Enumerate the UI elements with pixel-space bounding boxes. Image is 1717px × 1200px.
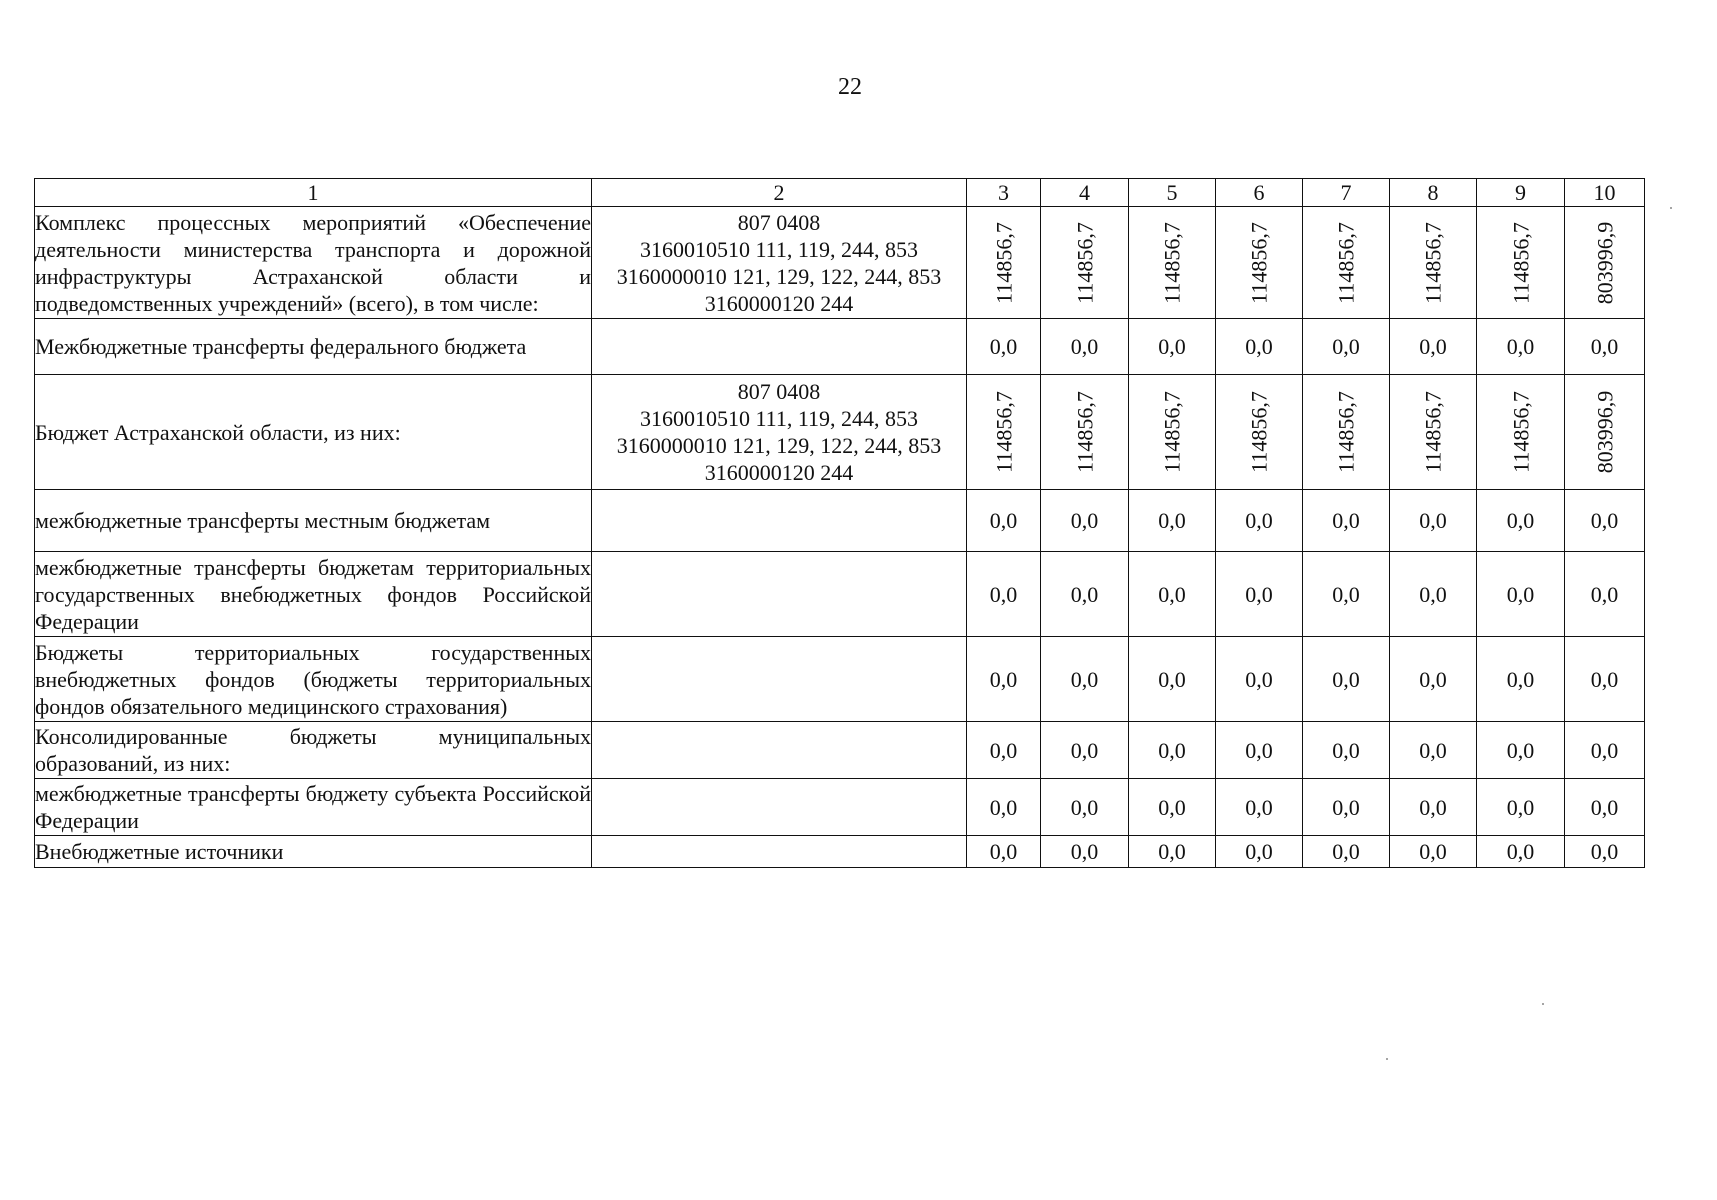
value-text: 114856,7 [1246,221,1272,304]
header-cell: 10 [1565,179,1645,207]
header-cell: 6 [1216,179,1303,207]
value-cell [1041,375,1129,490]
value-cell: 0,0 [1565,637,1645,722]
row-name-cell: Внебюджетные источники [35,836,592,868]
value-cell: 0,0 [1303,722,1390,779]
value-cell [1565,207,1645,319]
row-name-cell: Консолидированные бюджеты муниципальных образований, из них: [35,722,592,779]
value-cell: 0,0 [1477,722,1565,779]
table-row [35,552,1645,637]
value-text: 114856,7 [1159,221,1185,304]
value-cell: 0,0 [1041,637,1129,722]
value-cell: 0,0 [1565,836,1645,868]
value-cell: 0,0 [1041,779,1129,836]
row-code-cell [592,490,967,552]
value-cell [1041,207,1129,319]
value-cell: 0,0 [1390,836,1477,868]
value-cell: 0,0 [967,637,1041,722]
value-cell: 0,0 [1390,637,1477,722]
value-cell [1216,375,1303,490]
value-text: 114856,7 [1420,391,1446,473]
row-name-cell: Комплекс процессных мероприятий «Обеспечение деятельности министерства транспорта и дорожной инфраструктуры Астраханской области и подведомственных учреждений» (всего), в том числе: [35,207,592,319]
value-cell: 0,0 [1390,722,1477,779]
value-cell: 0,0 [967,490,1041,552]
value-cell: 0,0 [1303,779,1390,836]
value-cell: 0,0 [967,722,1041,779]
value-cell [1129,375,1216,490]
value-cell: 0,0 [1216,779,1303,836]
value-cell [1477,375,1565,490]
value-cell: 0,0 [1216,836,1303,868]
value-cell: 0,0 [1390,490,1477,552]
table-row [35,319,1645,375]
value-cell: 0,0 [1303,552,1390,637]
value-cell: 0,0 [1303,637,1390,722]
row-code-cell [592,375,967,490]
row-name-cell: межбюджетные трансферты местным бюджетам [35,490,592,552]
value-cell: 0,0 [1390,779,1477,836]
value-text: 114856,7 [1508,391,1533,473]
value-cell: 0,0 [1390,552,1477,637]
row-code-cell [592,779,967,836]
value-text: 114856,7 [1159,391,1185,473]
value-cell: 0,0 [1216,637,1303,722]
value-cell: 0,0 [1041,490,1129,552]
row-code-cell [592,637,967,722]
value-cell: 0,0 [1129,637,1216,722]
code-line: 3160000120 244 [704,460,854,485]
row-code-cell [592,836,967,868]
header-cell: 7 [1303,179,1390,207]
table-row [35,779,1645,836]
value-cell: 0,0 [967,552,1041,637]
value-cell: 0,0 [1216,552,1303,637]
value-text: 803996,9 [1592,221,1617,304]
row-code-cell [592,319,967,375]
value-cell: 0,0 [1129,722,1216,779]
value-cell: 0,0 [1129,836,1216,868]
code-line: 3160000010 121, 129, 122, 244, 853 [616,263,942,289]
value-cell: 0,0 [1129,319,1216,375]
value-text: 114856,7 [1333,391,1359,473]
value-cell [1390,375,1477,490]
value-cell: 0,0 [967,836,1041,868]
value-cell [1303,375,1390,490]
code-line: 3160010510 111, 119, 244, 853 [639,236,919,262]
value-cell: 0,0 [1303,319,1390,375]
header-cell: 3 [967,179,1041,207]
value-cell: 0,0 [1216,319,1303,375]
row-name-cell: Бюджеты территориальных государственных внебюджетных фондов (бюджеты территориальных фондов обязательного медицинского страхования) [35,637,592,722]
header-cell: 9 [1477,179,1565,207]
value-text: 114856,7 [1072,391,1097,473]
value-cell: 0,0 [1129,490,1216,552]
value-cell: 0,0 [1477,836,1565,868]
value-text: 114856,7 [991,391,1016,473]
value-cell [967,375,1041,490]
page-number: 22 [838,74,862,100]
row-name-cell: Бюджет Астраханской области, из них: [35,375,592,490]
value-cell [967,207,1041,319]
value-text: 114856,7 [1508,221,1533,304]
value-cell: 0,0 [1565,722,1645,779]
value-cell: 0,0 [1390,319,1477,375]
row-name-cell: межбюджетные трансферты бюджету субъекта Российской Федерации [35,779,592,836]
value-cell: 0,0 [1041,836,1129,868]
value-cell: 0,0 [1129,779,1216,836]
value-text: 114856,7 [1072,221,1097,304]
table-row [35,490,1645,552]
value-cell: 0,0 [1216,722,1303,779]
value-text: 114856,7 [1246,391,1272,473]
table-row [35,375,1645,490]
value-cell: 0,0 [1041,319,1129,375]
value-cell: 0,0 [1477,319,1565,375]
scan-speck [1542,1003,1544,1005]
value-cell: 0,0 [1477,637,1565,722]
code-line: 807 0408 [737,209,821,235]
value-cell: 0,0 [1565,490,1645,552]
value-cell: 0,0 [1565,779,1645,836]
value-cell: 0,0 [1041,552,1129,637]
row-code-cell [592,207,967,319]
row-code-cell [592,722,967,779]
scan-speck [1386,1058,1388,1060]
value-cell: 0,0 [1477,552,1565,637]
code-line: 3160000120 244 [704,290,854,316]
value-cell: 0,0 [1565,319,1645,375]
table-row [35,207,1645,319]
code-line: 807 0408 [737,379,821,404]
code-line: 3160000010 121, 129, 122, 244, 853 [616,433,942,458]
header-cell: 8 [1390,179,1477,207]
header-cell: 4 [1041,179,1129,207]
value-text: 803996,9 [1592,390,1617,474]
table-row [35,637,1645,722]
value-cell: 0,0 [1216,490,1303,552]
value-cell: 0,0 [1477,490,1565,552]
row-name-cell: Межбюджетные трансферты федерального бюджета [35,319,592,375]
value-cell: 0,0 [967,319,1041,375]
header-cell: 1 [35,179,592,207]
budget-table [34,178,1645,868]
value-cell [1477,207,1565,319]
value-cell [1129,207,1216,319]
table-row [35,722,1645,779]
row-name-cell: межбюджетные трансферты бюджетам территориальных государственных внебюджетных фондов Российской Федерации [35,552,592,637]
value-cell: 0,0 [1129,552,1216,637]
header-cell: 5 [1129,179,1216,207]
code-line: 3160010510 111, 119, 244, 853 [639,406,919,431]
value-cell [1216,207,1303,319]
value-cell [1390,207,1477,319]
scan-speck [1670,207,1672,209]
value-cell: 0,0 [967,779,1041,836]
value-cell: 0,0 [1565,552,1645,637]
value-cell: 0,0 [1303,490,1390,552]
value-cell [1565,375,1645,490]
table-header-row [35,179,1645,207]
value-cell [1303,207,1390,319]
value-cell: 0,0 [1041,722,1129,779]
row-code-cell [592,552,967,637]
value-cell: 0,0 [1303,836,1390,868]
value-text: 114856,7 [1420,221,1446,304]
value-text: 114856,7 [991,221,1016,304]
value-cell: 0,0 [1477,779,1565,836]
header-cell: 2 [592,179,967,207]
table-row [35,836,1645,868]
value-text: 114856,7 [1333,221,1359,304]
